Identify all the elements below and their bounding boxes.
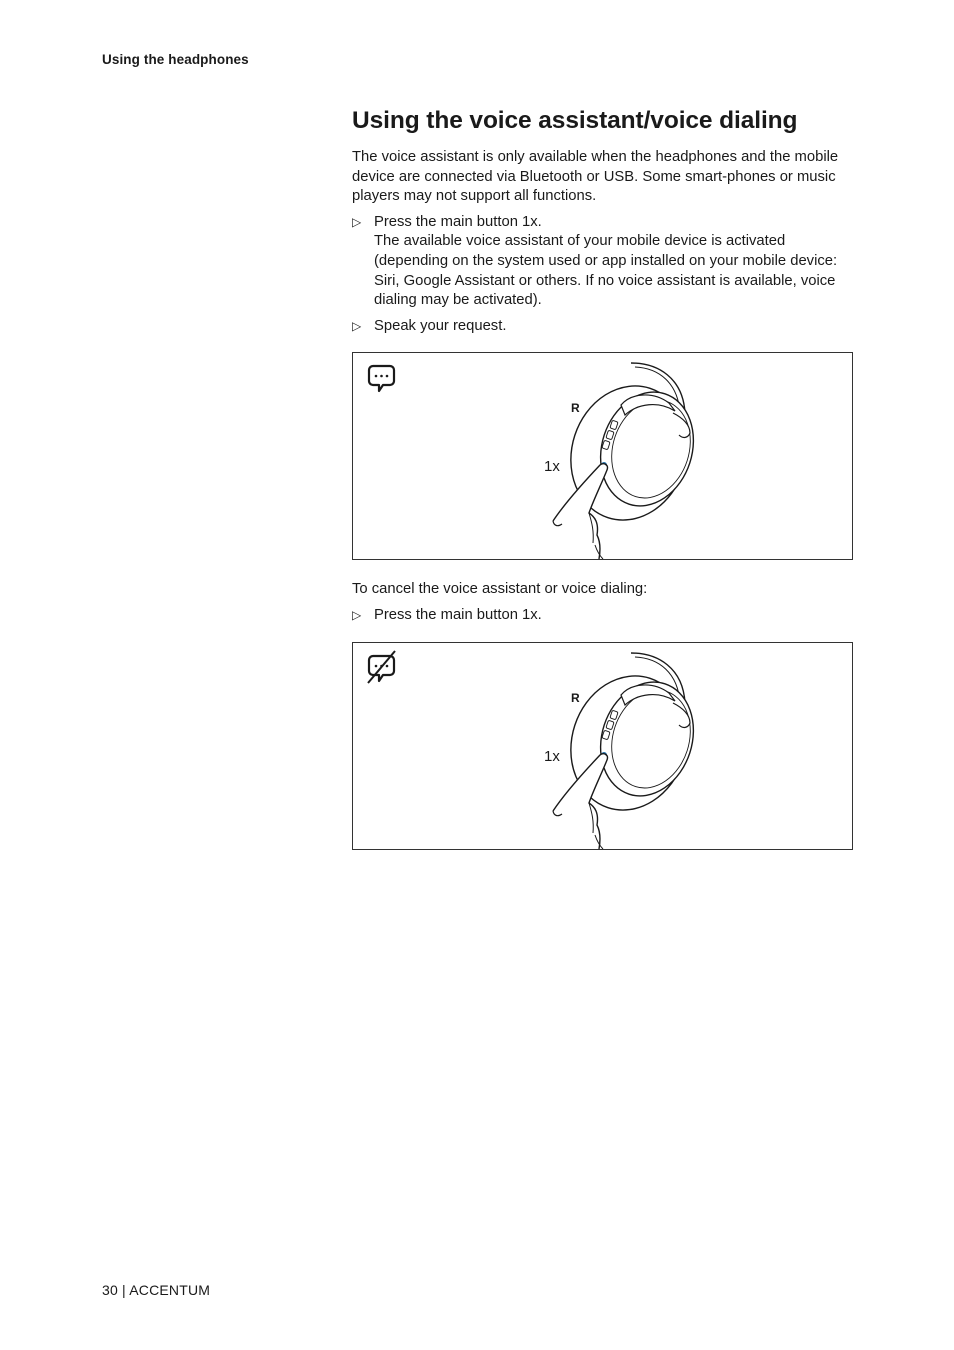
voice-assistant-icon (369, 366, 394, 391)
page-title: Using the voice assistant/voice dialing (352, 107, 798, 134)
step-1 (352, 213, 854, 311)
press-count-label: 1x (544, 747, 560, 765)
step-action: Press the main button 1x. (374, 213, 542, 230)
step-marker: ▷ (352, 607, 362, 622)
step-result: The available voice assistant of your mobile device is activated (depending on the system used or app installed on your mobile device: Siri, Google Assistant or others. If no voice assistant is available, voice dialing may be activated). (374, 233, 838, 309)
step-marker: ▷ (352, 214, 362, 229)
intro-paragraph: The voice assistant is only available when the headphones and the mobile device are connected via Bluetooth or USB. Some smart-phones or music players may not support all functions. (352, 149, 839, 205)
cancel-intro: To cancel the voice assistant or voice dialing: (352, 581, 648, 598)
headphone-illustration (353, 353, 852, 559)
side-label: R (571, 690, 580, 705)
step-action: Speak your request. (374, 317, 507, 334)
figure-cancel-voice-assistant (352, 642, 853, 850)
voice-assistant-off-icon (368, 651, 395, 683)
step-marker: ▷ (352, 318, 362, 333)
side-label: R (571, 401, 580, 416)
running-header: Using the headphones (102, 52, 249, 67)
step-2 (352, 317, 854, 337)
headphone-illustration (353, 643, 852, 849)
figure-activate-voice-assistant (352, 352, 853, 560)
page-footer: 30 | ACCENTUM (102, 1282, 211, 1298)
cancel-step-1 (352, 606, 854, 626)
step-action: Press the main button 1x. (374, 606, 542, 623)
main-content (352, 104, 854, 850)
press-count-label: 1x (544, 458, 560, 476)
